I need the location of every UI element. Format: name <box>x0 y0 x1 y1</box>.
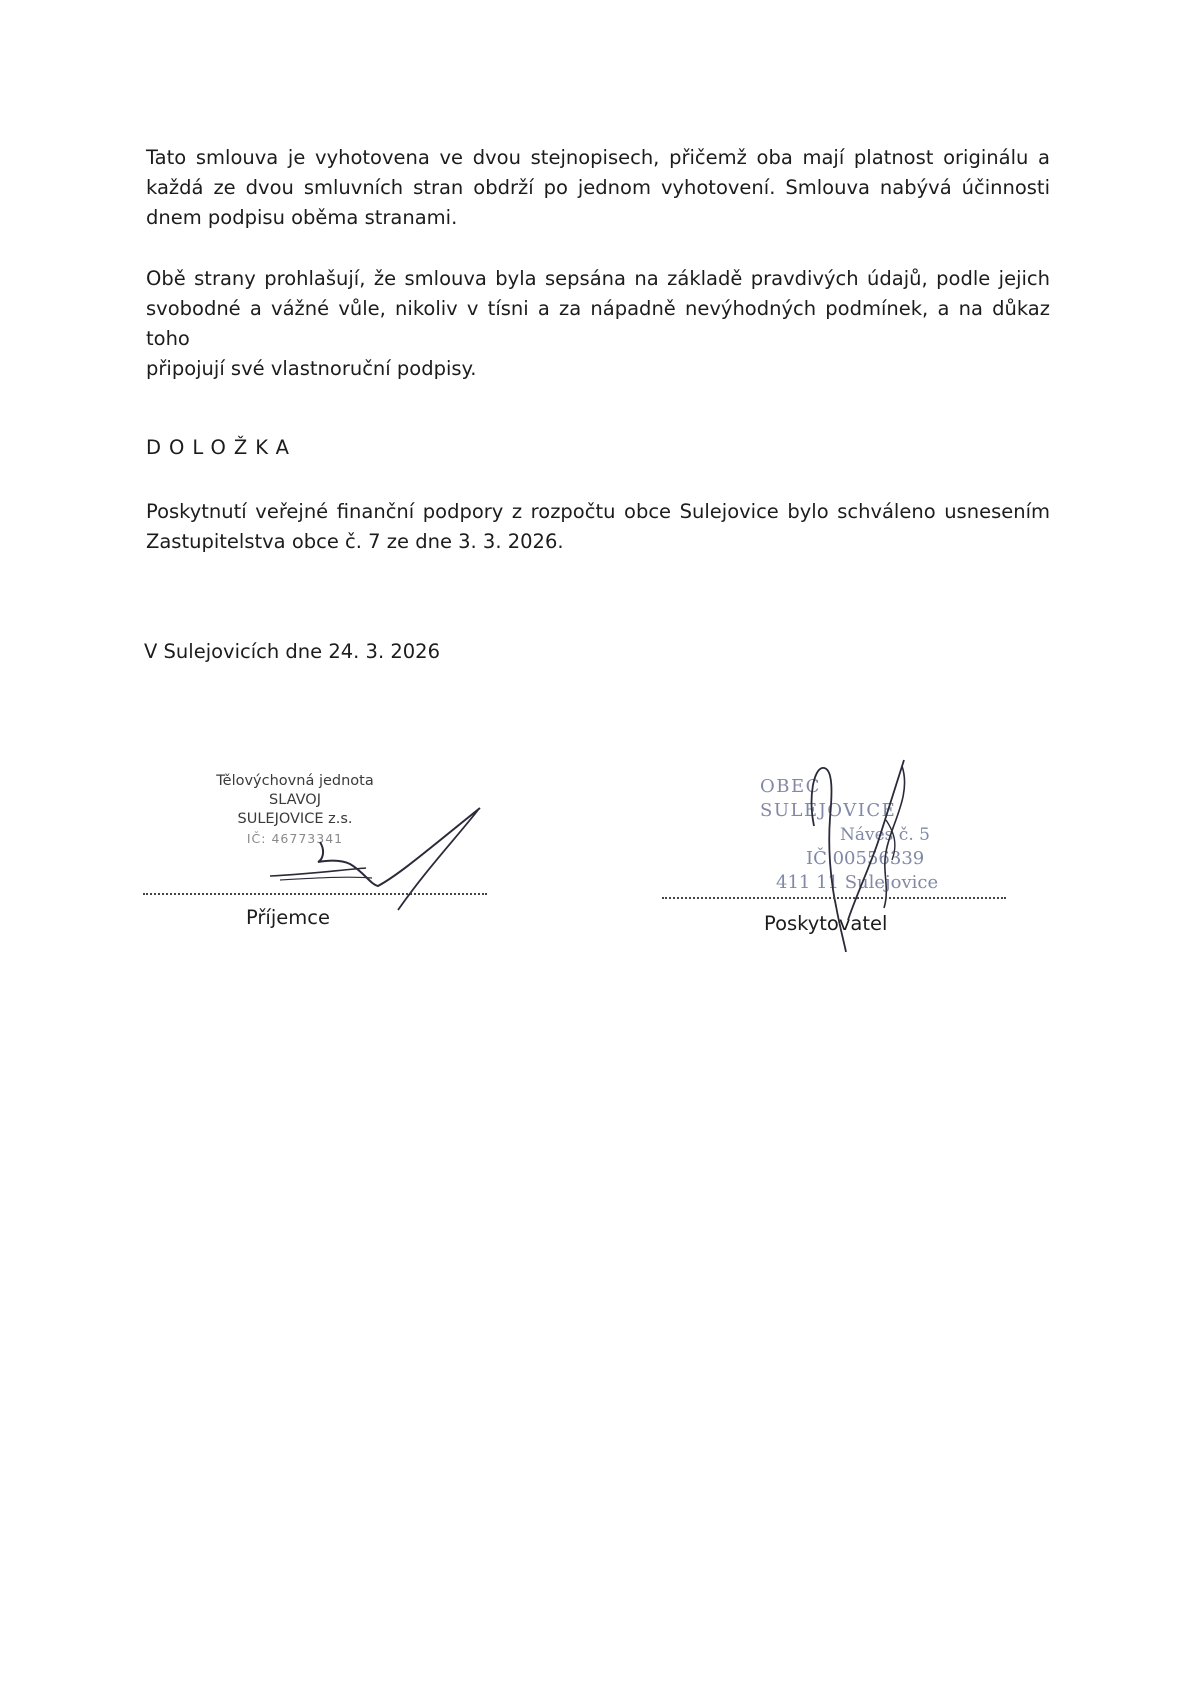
recipient-signature-line <box>143 893 487 895</box>
stamp-line: IČ: 46773341 <box>246 831 344 846</box>
stamp-line: SULEJOVICE z.s. <box>237 811 353 827</box>
paragraph-line: každá ze dvou smluvních stran obdrží po jednom vyhotovení. Smlouva nabývá účinnosti <box>146 176 1050 199</box>
paragraph-clause <box>146 497 1050 557</box>
clause-heading: DOLOŽKA <box>146 436 298 459</box>
recipient-signature <box>260 808 490 918</box>
paragraph-line: Obě strany prohlašují, že smlouva byla sepsána na základě pravdivých údajů, podle jejich <box>146 267 1050 290</box>
stamp-line: Náves č. 5 <box>840 825 930 845</box>
paragraph-validity <box>146 143 1050 233</box>
provider-signature-line <box>662 897 1006 899</box>
stamp-line: 411 11 Sulejovice <box>776 872 939 893</box>
paragraph-line: Zastupitelstva obce č. 7 ze dne 3. 3. 2026. <box>146 530 564 553</box>
paragraph-line: dnem podpisu oběma stranami. <box>146 206 458 229</box>
stamp-line: Tělovýchovná jednota <box>216 773 374 789</box>
recipient-label: Příjemce <box>246 906 330 929</box>
paragraph-line: Tato smlouva je vyhotovena ve dvou stejnopisech, přičemž oba mají platnost originálu a <box>146 146 1050 169</box>
paragraph-line: Poskytnutí veřejné finanční podpory z rozpočtu obce Sulejovice bylo schváleno usnesením <box>146 500 1050 523</box>
provider-label: Poskytovatel <box>764 912 888 935</box>
place-and-date: V Sulejovicích dne 24. 3. 2026 <box>144 640 440 663</box>
stamp-line: SLAVOJ <box>269 792 321 808</box>
paragraph-line: připojují své vlastnoruční podpisy. <box>146 357 477 380</box>
stamp-line: OBEC SULEJOVICE <box>760 776 897 821</box>
paragraph-declaration <box>146 264 1050 384</box>
paragraph-line: svobodné a vážné vůle, nikoliv v tísni a za nápadně nevýhodných podmínek, a na důkaz toho <box>146 297 1050 350</box>
stamp-line: IČ 00556339 <box>806 848 925 869</box>
